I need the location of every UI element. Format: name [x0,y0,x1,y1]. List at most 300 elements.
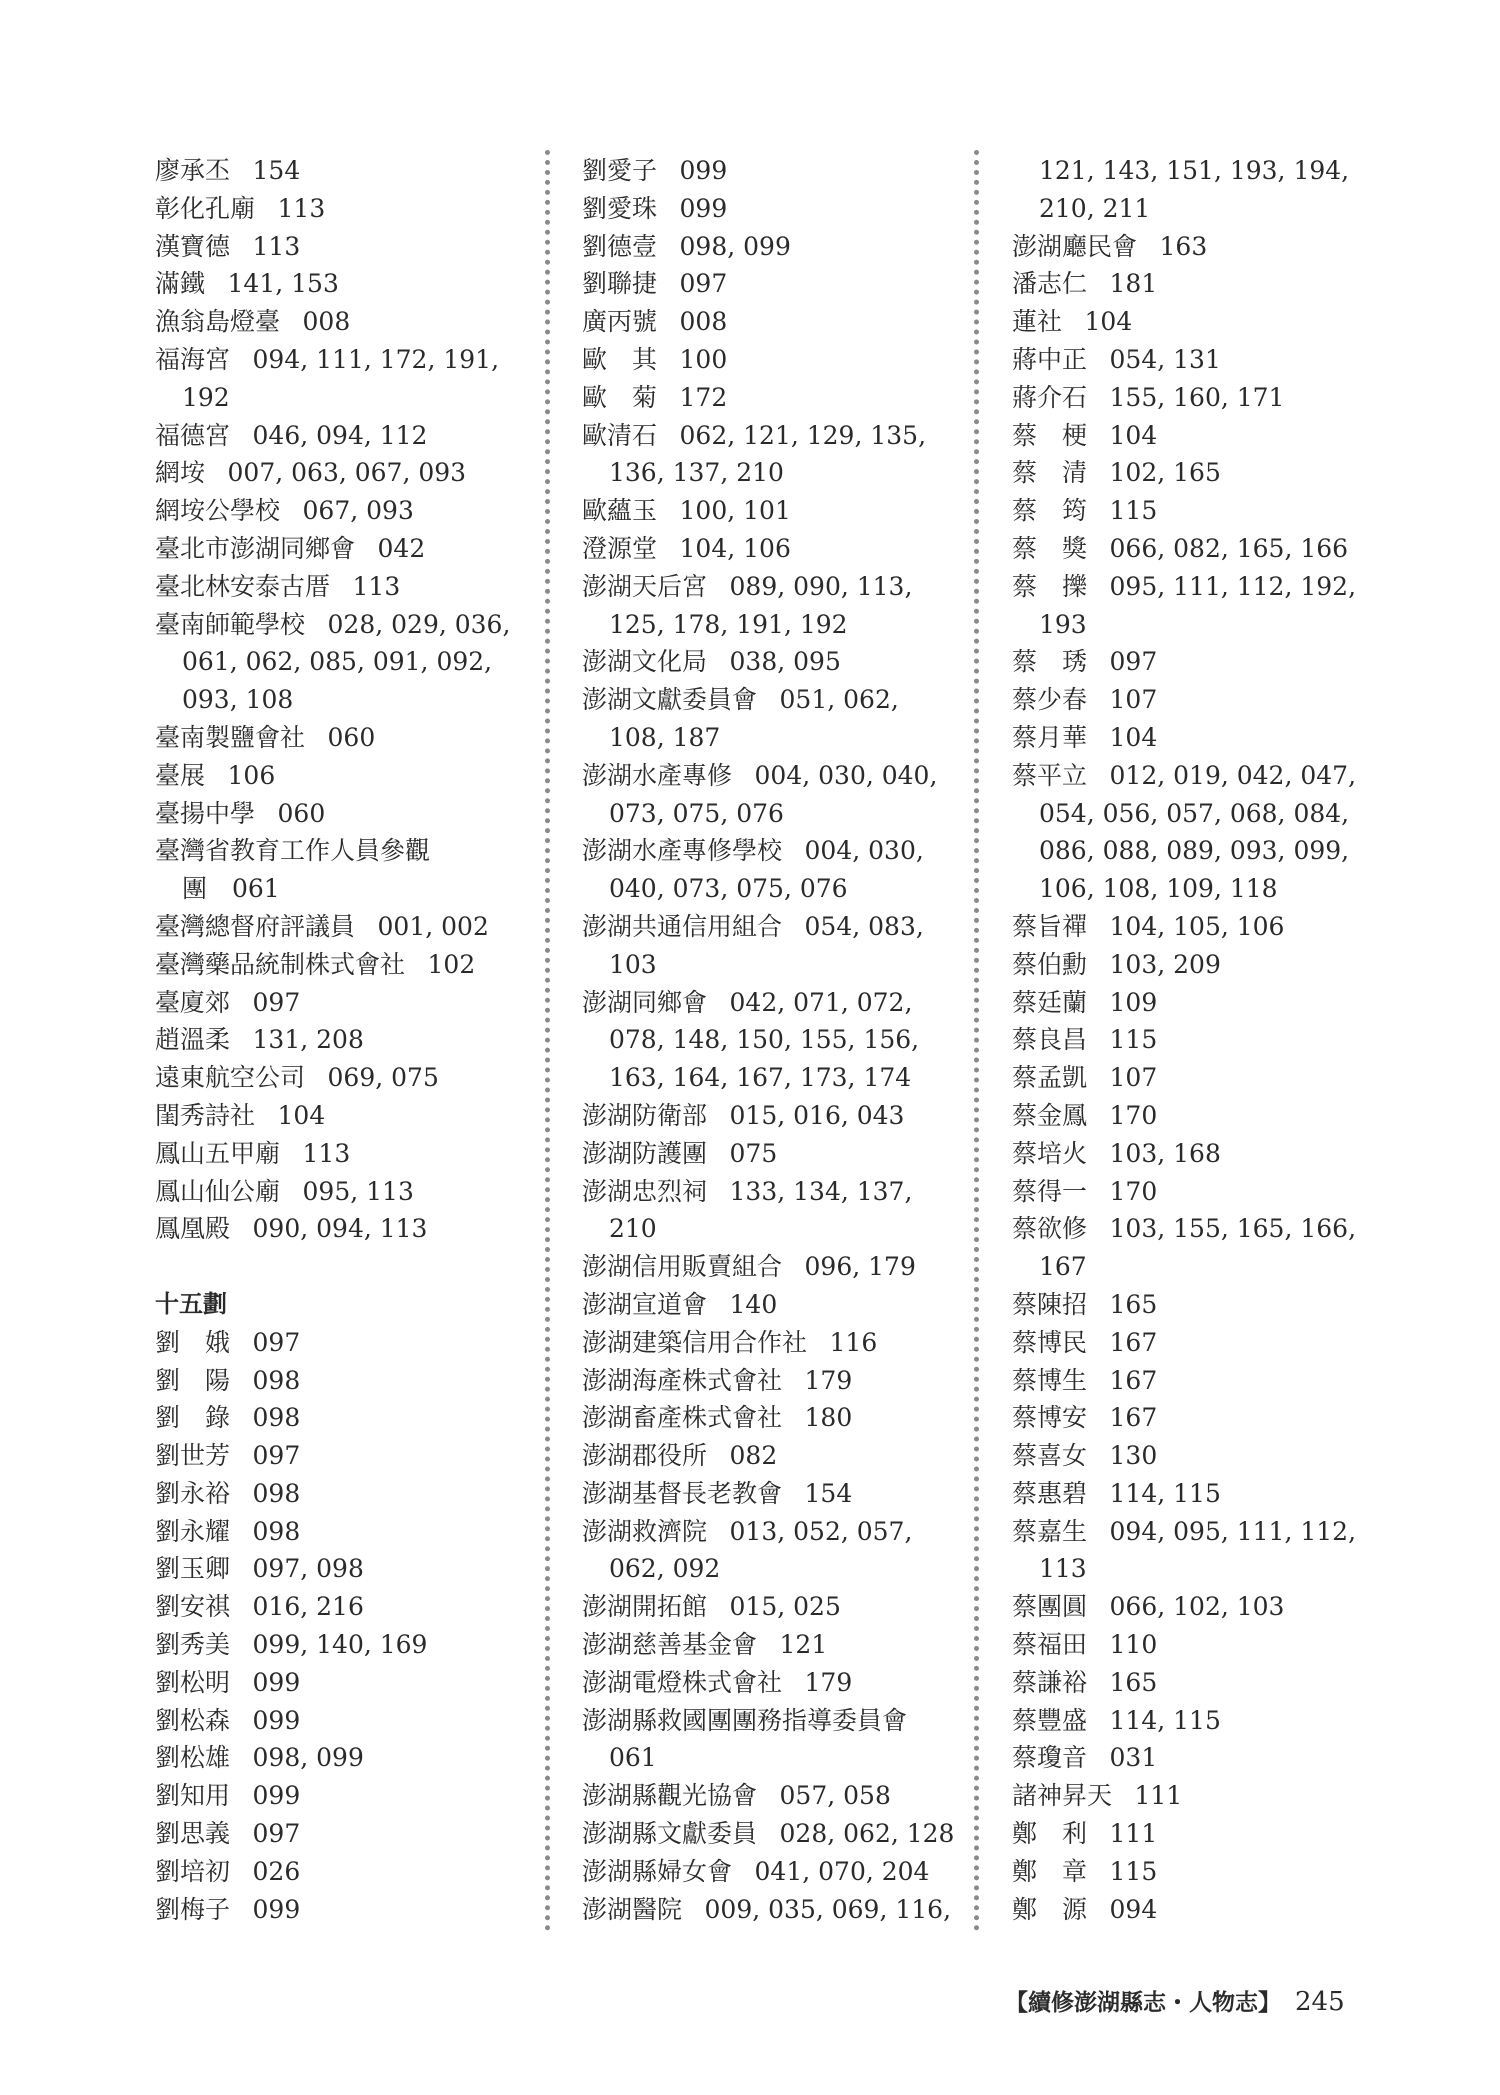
index-term: 蔡廷蘭 [1012,987,1088,1017]
index-entry [155,1815,535,1853]
page-references: 172 [679,382,728,412]
index-entry [155,492,535,530]
index-term: 蓮社 [1012,307,1063,337]
index-entry [582,643,967,681]
index-term: 蔡博民 [1012,1327,1088,1357]
index-term: 澎湖開拓館 [582,1592,708,1622]
index-entry [582,1702,967,1740]
page-references: 115 [1109,1025,1158,1055]
page-references: 099 [252,1781,301,1811]
index-term: 澎湖天后宮 [582,571,708,601]
index-entry [1012,908,1397,946]
page-references: 038, 095 [729,647,841,677]
index-entry-continuation: 團 061 [182,874,280,904]
index-entry [582,1853,967,1891]
index-entry [155,757,535,795]
index-entry [582,417,967,455]
page-references: 113 [352,571,401,601]
index-entry [155,1891,535,1929]
index-entry-continuation: 106, 108, 109, 118 [1039,874,1278,904]
index-term: 蔡孟凱 [1012,1063,1088,1093]
page-references: 103, 168 [1109,1138,1221,1168]
index-term: 蔡喜女 [1012,1441,1088,1471]
index-term: 劉 娥 [155,1327,231,1357]
index-entry [1012,1097,1397,1135]
index-entry [1012,568,1397,606]
index-entry [155,719,535,757]
index-entry [582,1173,967,1211]
index-term: 澄源堂 [582,533,658,563]
page-references: 099 [679,156,728,185]
index-entry [155,1097,535,1135]
index-term: 網垵 [155,458,206,488]
index-entry [155,190,535,228]
index-entry-continuation: 193 [1039,609,1087,639]
index-term: 網垵公學校 [155,496,281,526]
page-references: 099 [252,1894,301,1924]
index-entry [582,681,967,719]
index-entry [155,1173,535,1211]
index-entry [155,341,535,379]
page-references: 115 [1109,496,1158,526]
page-references: 170 [1109,1176,1158,1206]
page-references: 113 [252,231,301,261]
page-references: 111 [1134,1781,1183,1811]
index-entry [1012,303,1397,341]
page-references: 008 [302,307,351,337]
index-entry-continuation: 210 [609,1214,657,1244]
page-references: 099 [252,1667,301,1697]
index-entry [155,832,535,870]
index-entry [582,303,967,341]
index-entry [155,303,535,341]
index-term: 澎湖縣婦女會 [582,1856,733,1886]
index-entry [155,908,535,946]
index-term: 劉永耀 [155,1516,231,1546]
index-term: 劉愛子 [582,156,658,185]
index-term: 蔡旨禪 [1012,911,1088,941]
index-term: 蔡團圓 [1012,1592,1088,1622]
index-entry [1012,1475,1397,1513]
page-references: 031 [1109,1743,1158,1773]
index-entry [155,1513,535,1551]
index-entry [1012,1853,1397,1891]
page-references: 116 [829,1327,878,1357]
page-references: 131, 208 [252,1025,364,1055]
index-entry [1012,1891,1397,1929]
page-references: 130 [1109,1441,1158,1471]
index-entry [1012,1135,1397,1173]
index-term: 臺南製鹽會社 [155,722,306,752]
index-term: 蔡惠碧 [1012,1478,1088,1508]
index-term: 劉 錄 [155,1403,231,1433]
page-references: 097 [252,1327,301,1357]
page-references: 015, 016, 043 [729,1100,905,1130]
index-term: 蔡得一 [1012,1176,1088,1206]
index-entry [1012,1059,1397,1097]
page-references: 133, 134, 137, [729,1176,913,1206]
page-references: 165 [1109,1667,1158,1697]
page-references: 167 [1109,1365,1158,1395]
page-references: 107 [1109,685,1158,715]
index-entry-continuation: 093, 108 [182,685,294,715]
index-term: 歐清石 [582,420,658,450]
index-entry-continuation: 086, 088, 089, 093, 099, [1039,836,1350,866]
index-entry [582,1248,967,1286]
page-references: 179 [804,1365,853,1395]
page-references: 104 [1109,722,1158,752]
index-term: 漁翁島燈臺 [155,307,281,337]
index-entry [582,1286,967,1324]
index-entry [582,832,967,870]
page-references: 114, 115 [1109,1478,1221,1508]
index-entry [582,984,967,1022]
index-entry-continuation: 113 [1039,1554,1087,1584]
page-references: 100 [679,344,728,374]
page-references: 090, 094, 113 [252,1214,428,1244]
page-references: 097 [252,1441,301,1471]
index-term: 歐 其 [582,344,658,374]
index-entry [155,152,535,190]
index-term: 劉知用 [155,1781,231,1811]
index-entry [1012,1739,1397,1777]
page-references: 057, 058 [779,1781,891,1811]
page-references: 098, 099 [252,1743,364,1773]
index-entry [582,1626,967,1664]
index-term: 澎湖防護團 [582,1138,708,1168]
index-term: 福德宮 [155,420,231,450]
index-entry [1012,1437,1397,1475]
index-entry [1012,1702,1397,1740]
index-term: 澎湖縣救國團團務指導委員會 [582,1705,908,1735]
index-entry [582,1588,967,1626]
page-references: 041, 070, 204 [754,1856,930,1886]
index-term: 蔡培火 [1012,1138,1088,1168]
index-entry [1012,1173,1397,1211]
index-entry [1012,228,1397,266]
index-entry [155,1739,535,1777]
index-entry [155,1399,535,1437]
index-entry [155,1324,535,1362]
page-references: 109 [1109,987,1158,1017]
page-references: 051, 062, [779,685,899,715]
index-entry [155,1059,535,1097]
index-entry [1012,681,1397,719]
index-entry [582,1324,967,1362]
index-entry-continuation: 136, 137, 210 [609,458,784,488]
index-term: 澎湖防衛部 [582,1100,708,1130]
index-entry [1012,1399,1397,1437]
index-entry [155,1702,535,1740]
index-entry [582,1891,967,1929]
index-term: 鳳凰殿 [155,1214,231,1244]
page-references: 082 [729,1441,778,1471]
page-references: 046, 094, 112 [252,420,428,450]
index-term: 蔡 梗 [1012,420,1088,450]
page-references: 012, 019, 042, 047, [1109,760,1357,790]
page-references: 163 [1159,231,1208,261]
page-references: 179 [804,1667,853,1697]
page-references: 066, 102, 103 [1109,1592,1285,1622]
page-references: 167 [1109,1403,1158,1433]
index-term: 澎湖廳民會 [1012,231,1138,261]
index-term: 澎湖縣觀光協會 [582,1781,758,1811]
index-term: 劉思義 [155,1819,231,1849]
index-term: 滿鐵 [155,269,206,299]
index-term: 蔡嘉生 [1012,1516,1088,1546]
page-references: 001, 002 [377,911,489,941]
index-term: 蔡 琇 [1012,647,1088,677]
index-entry [1012,757,1397,795]
page-references: 008 [679,307,728,337]
index-term: 蔡瓊音 [1012,1743,1088,1773]
index-term: 澎湖建築信用合作社 [582,1327,808,1357]
index-term: 劉世芳 [155,1441,231,1471]
page-references: 075 [729,1138,778,1168]
index-term: 蔡福田 [1012,1630,1088,1660]
index-entry [155,265,535,303]
page-references: 141, 153 [227,269,339,299]
page-references: 060 [327,722,376,752]
index-entry [1012,984,1397,1022]
section-heading: 十五劃 [155,1289,227,1318]
page-references: 107 [1109,1063,1158,1093]
index-term: 臺灣總督府評議員 [155,911,356,941]
index-term: 廣丙號 [582,307,658,337]
page-references: 094 [1109,1894,1158,1924]
index-entry [582,1362,967,1400]
index-entry-continuation: 078, 148, 150, 155, 156, [609,1025,920,1055]
index-term: 臺展 [155,760,206,790]
page-references: 097 [252,1819,301,1849]
index-term: 彰化孔廟 [155,193,256,223]
index-entry-continuation: 210, 211 [1039,193,1151,223]
page-references: 013, 052, 057, [729,1516,913,1546]
index-term: 劉德壹 [582,231,658,261]
index-entry [1012,530,1397,568]
page-references: 102 [427,949,476,979]
index-entry [155,530,535,568]
index-entry-continuation: 103 [609,949,657,979]
index-term: 劉松雄 [155,1743,231,1773]
index-term: 劉聯捷 [582,269,658,299]
index-entry [1012,719,1397,757]
index-entry [1012,454,1397,492]
index-term: 劉松森 [155,1705,231,1735]
page-references: 054, 083, [804,911,924,941]
index-entry [1012,1362,1397,1400]
page-references: 113 [277,193,326,223]
index-term: 蔡豐盛 [1012,1705,1088,1735]
index-entry [582,1475,967,1513]
index-term: 澎湖忠烈祠 [582,1176,708,1206]
index-term: 劉梅子 [155,1894,231,1924]
index-entry [155,1588,535,1626]
index-term: 劉玉卿 [155,1554,231,1584]
index-entry [155,1550,535,1588]
page-references: 104 [277,1100,326,1130]
index-term: 蔣中正 [1012,344,1088,374]
page-references: 106 [227,760,276,790]
index-term: 澎湖郡役所 [582,1441,708,1471]
index-term: 劉安祺 [155,1592,231,1622]
index-entry-continuation: 073, 075, 076 [609,798,784,828]
index-term: 澎湖文化局 [582,647,708,677]
index-entry [582,1399,967,1437]
page-references: 007, 063, 067, 093 [227,458,467,488]
page-references: 111 [1109,1819,1158,1849]
index-entry [582,228,967,266]
index-entry [582,1664,967,1702]
index-entry [155,984,535,1022]
index-term: 劉永裕 [155,1478,231,1508]
page-references: 099 [252,1705,301,1735]
page-references: 067, 093 [302,496,414,526]
index-entry [582,379,967,417]
page-references: 180 [804,1403,853,1433]
index-entry [1012,1286,1397,1324]
index-term: 澎湖水產專修 [582,760,733,790]
index-entry-continuation: 062, 092 [609,1554,721,1584]
index-entry [1012,417,1397,455]
page-references: 098 [252,1403,301,1433]
index-term: 廖承丕 [155,156,231,185]
page-references: 115 [1109,1856,1158,1886]
index-entry [1012,265,1397,303]
index-term: 澎湖基督長老教會 [582,1478,783,1508]
index-term: 臺北市澎湖同鄉會 [155,533,356,563]
page-references: 015, 025 [729,1592,841,1622]
index-entry-continuation: 108, 187 [609,722,721,752]
index-entry [582,530,967,568]
page-references: 155, 160, 171 [1109,382,1285,412]
page-references: 099, 140, 169 [252,1630,428,1660]
index-entry [582,1135,967,1173]
index-term: 澎湖縣文獻委員 [582,1819,758,1849]
index-entry-continuation: 061 [609,1743,657,1773]
index-entry [155,228,535,266]
page-references: 042 [377,533,426,563]
index-entry [582,1513,967,1551]
index-entry [1012,492,1397,530]
index-entry-continuation: 167 [1039,1252,1087,1282]
index-entry [155,1475,535,1513]
index-term: 澎湖海產株式會社 [582,1365,783,1395]
index-term: 蔡博生 [1012,1365,1088,1395]
index-term: 蔡伯勳 [1012,949,1088,979]
index-term: 潘志仁 [1012,269,1088,299]
page-references: 170 [1109,1100,1158,1130]
index-term: 劉愛珠 [582,193,658,223]
page-references: 094, 111, 172, 191, [252,344,500,374]
page-references: 181 [1109,269,1158,299]
page-references: 113 [302,1138,351,1168]
index-entry [155,1626,535,1664]
index-term: 澎湖宣道會 [582,1289,708,1319]
index-entry [155,1362,535,1400]
index-entry [1012,1777,1397,1815]
page-references: 121 [779,1630,828,1660]
page-references: 089, 090, 113, [729,571,913,601]
page-references: 098, 099 [679,231,791,261]
page-references: 103, 155, 165, 166, [1109,1214,1357,1244]
index-entry [582,908,967,946]
index-term: 趙溫柔 [155,1025,231,1055]
index-entry [155,1135,535,1173]
index-term: 劉秀美 [155,1630,231,1660]
index-entry-continuation: 163, 164, 167, 173, 174 [609,1063,912,1093]
page-references: 099 [679,193,728,223]
index-term: 臺揚中學 [155,798,256,828]
index-column-2 [582,152,967,1928]
page-references: 102, 165 [1109,458,1221,488]
index-term: 鄭 章 [1012,1856,1088,1886]
page-references: 104 [1109,420,1158,450]
index-entry [1012,643,1397,681]
page-references: 060 [277,798,326,828]
index-entry-continuation: 054, 056, 057, 068, 084, [1039,798,1350,828]
page-references: 098 [252,1478,301,1508]
index-term: 蔡謙裕 [1012,1667,1088,1697]
index-term: 蔡金鳳 [1012,1100,1088,1130]
page-references: 114, 115 [1109,1705,1221,1735]
index-term: 鄭 源 [1012,1894,1088,1924]
index-entry [582,152,967,190]
index-entry [155,1437,535,1475]
index-entry-continuation: 125, 178, 191, 192 [609,609,848,639]
page-references: 097 [1109,647,1158,677]
column-divider [545,150,550,1932]
page-references: 110 [1109,1630,1158,1660]
page-references: 097 [252,987,301,1017]
index-entry-continuation: 121, 143, 151, 193, 194, [1039,156,1350,185]
page-references: 016, 216 [252,1592,364,1622]
page-references: 104, 106 [679,533,791,563]
index-entry [582,492,967,530]
index-entry [582,265,967,303]
index-term: 蔡平立 [1012,760,1088,790]
page-references: 098 [252,1365,301,1395]
index-entry [582,190,967,228]
index-term: 澎湖電燈株式會社 [582,1667,783,1697]
index-term: 漢寶德 [155,231,231,261]
index-entry [155,946,535,984]
page-references: 062, 121, 129, 135, [679,420,927,450]
index-term: 鳳山仙公廟 [155,1176,281,1206]
column-divider [974,150,979,1932]
page-references: 004, 030, [804,836,924,866]
index-term: 劉松明 [155,1667,231,1697]
index-entry [1012,1626,1397,1664]
index-term: 蔡欲修 [1012,1214,1088,1244]
index-term: 劉 陽 [155,1365,231,1395]
index-term: 蔡 筠 [1012,496,1088,526]
index-entry [155,454,535,492]
index-term: 澎湖共通信用組合 [582,911,783,941]
page-references: 154 [252,156,301,185]
index-entry-continuation: 040, 073, 075, 076 [609,874,848,904]
index-term: 臺灣藥品統制株式會社 [155,949,406,979]
page-references: 103, 209 [1109,949,1221,979]
page-references: 140 [729,1289,778,1319]
page-references: 167 [1109,1327,1158,1357]
index-term: 澎湖畜產株式會社 [582,1403,783,1433]
index-term: 臺北林安泰古厝 [155,571,331,601]
page-references: 004, 030, 040, [754,760,938,790]
index-term: 蔡 擽 [1012,571,1088,601]
index-term: 諸神昇天 [1012,1781,1113,1811]
index-term: 澎湖同鄉會 [582,987,708,1017]
